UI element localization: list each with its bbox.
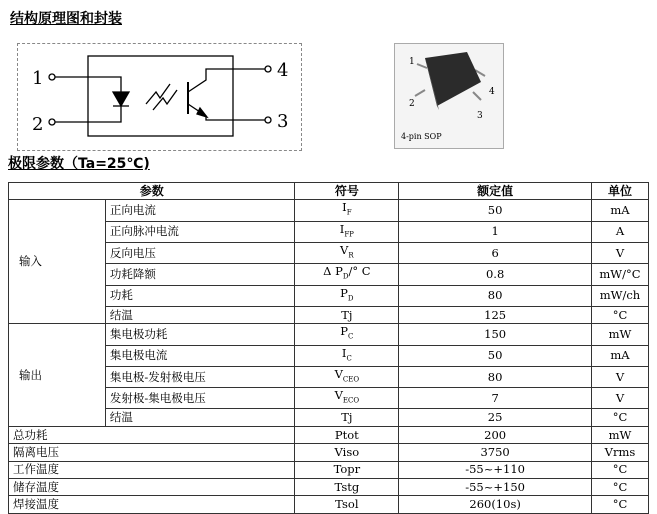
symbol-text: V [340,242,349,257]
table-row [9,242,649,263]
unit-cell: V [591,366,648,387]
circuit-heading: 结构原理图和封装 [10,11,122,27]
rated-value: 3750 [399,444,592,461]
light-arrow-1 [146,84,170,104]
param-name: 功耗降额 [105,264,295,285]
header-param: 参数 [9,183,295,200]
symbol-subscript: R [348,251,354,260]
symbol-text: V [334,388,343,403]
schematic-diagram [17,43,302,151]
symbol-subscript: CEO [342,375,360,384]
rated-value: 200 [399,426,592,443]
rated-value: -55~+110 [399,461,592,478]
symbol-tail: /° C [348,264,371,279]
unit-cell: mA [591,200,648,221]
rated-value: 80 [399,366,592,387]
symbol-text: V [334,366,343,381]
symbol-cell [295,388,399,409]
symbol-cell [295,345,399,366]
absolute-max-ratings-table [8,182,649,514]
led-symbol [113,92,129,106]
symbol-cell: Ptot [295,426,399,443]
unit-cell: °C [591,496,648,513]
param-name: 反向电压 [105,242,295,263]
unit-cell: °C [591,409,648,426]
pin2-label: 2 [32,114,44,135]
symbol-text: Tj [341,307,353,322]
param-name: 结温 [105,409,295,426]
symbol-cell [295,242,399,263]
rated-value: 25 [399,409,592,426]
symbol-text: I [339,221,345,236]
unit-cell: V [591,388,648,409]
pkg-pin2: 2 [409,99,415,109]
symbol-subscript: FP [344,229,354,238]
symbol-subscript: D [347,293,354,302]
symbol-cell [295,221,399,242]
symbol-subscript: ECO [342,396,360,405]
lead-2 [415,90,425,96]
sop-package-image [395,44,503,148]
param-name: 发射极-集电极电压 [105,388,295,409]
symbol-cell [295,285,399,306]
param-name: 集电极功耗 [105,324,295,345]
table-row [9,426,649,443]
param-name: 功耗 [105,285,295,306]
param-name: 隔离电压 [9,444,295,461]
param-name: 结温 [105,306,295,323]
param-name: 储存温度 [9,479,295,496]
symbol-text: I [341,345,347,360]
package-outline [88,56,233,136]
table-row [9,200,649,221]
symbol-cell: Viso [295,444,399,461]
pin3-label: 3 [277,111,289,132]
symbol-text: Δ P [323,264,343,279]
collector-wire [188,69,265,92]
header-rated: 额定值 [399,183,592,200]
pin2-terminal [49,119,55,125]
lead-3 [473,92,481,100]
symbol-cell [295,366,399,387]
symbol-text: P [340,324,349,339]
table-row [9,409,649,426]
optocoupler-schematic [18,44,301,150]
pkg-pin1: 1 [409,57,415,67]
table-row [9,444,649,461]
table-row [9,366,649,387]
unit-cell: mW/ch [591,285,648,306]
emitter-arrow [197,108,207,117]
table-row [9,496,649,513]
symbol-cell [295,306,399,323]
symbol-text: P [340,285,348,300]
header-symbol: 符号 [295,183,399,200]
symbol-cell: Tstg [295,479,399,496]
unit-cell: mW [591,324,648,345]
rated-value: -55~+150 [399,479,592,496]
table-row [9,221,649,242]
table-row [9,388,649,409]
package-caption: 4-pin SOP [401,132,442,141]
rated-value: 7 [399,388,592,409]
rated-value: 260(10s) [399,496,592,513]
pin3-terminal [265,117,271,123]
rated-value: 80 [399,285,592,306]
table-row [9,461,649,478]
symbol-cell [295,324,399,345]
param-name: 焊接温度 [9,496,295,513]
symbol-subscript: C [346,353,352,362]
unit-cell: °C [591,306,648,323]
table-row [9,285,649,306]
symbol-cell [295,264,399,285]
unit-cell: mW/°C [591,264,648,285]
table-body [9,200,649,513]
symbol-text: I [342,200,347,215]
unit-cell: A [591,221,648,242]
table-header-row [9,183,649,200]
rated-value: 50 [399,345,592,366]
unit-cell: mA [591,345,648,366]
rated-value: 6 [399,242,592,263]
pin1-label: 1 [32,68,44,89]
group-label: 输出 [9,324,106,427]
symbol-subscript: C [348,332,354,341]
pkg-pin4: 4 [489,87,495,97]
table-row [9,306,649,323]
param-name: 集电极-发射极电压 [105,366,295,387]
table-row [9,324,649,345]
param-name: 正向脉冲电流 [105,221,295,242]
param-name: 集电极电流 [105,345,295,366]
pin4-label: 4 [277,60,289,81]
pin4-terminal [265,66,271,72]
rated-value: 150 [399,324,592,345]
package-photo [394,43,504,149]
symbol-subscript: D [342,272,349,281]
table-row [9,479,649,496]
unit-cell: mW [591,426,648,443]
symbol-cell: Tsol [295,496,399,513]
param-name: 正向电流 [105,200,295,221]
unit-cell: °C [591,461,648,478]
symbol-cell [295,409,399,426]
symbol-cell [295,200,399,221]
table-row [9,264,649,285]
group-label: 输入 [9,200,106,324]
limits-heading: 极限参数（Ta=25℃) [8,156,150,172]
symbol-subscript: F [346,208,352,217]
unit-cell: Vrms [591,444,648,461]
rated-value: 1 [399,221,592,242]
unit-cell: °C [591,479,648,496]
pin1-terminal [49,74,55,80]
header-unit: 单位 [591,183,648,200]
table-row [9,345,649,366]
pkg-pin3: 3 [477,111,483,121]
symbol-text: Tj [341,410,353,425]
symbol-cell: Topr [295,461,399,478]
lead-1 [417,64,427,68]
param-name: 工作温度 [9,461,295,478]
unit-cell: V [591,242,648,263]
rated-value: 125 [399,306,592,323]
param-name: 总功耗 [9,426,295,443]
rated-value: 50 [399,200,592,221]
package-body [425,52,481,106]
rated-value: 0.8 [399,264,592,285]
